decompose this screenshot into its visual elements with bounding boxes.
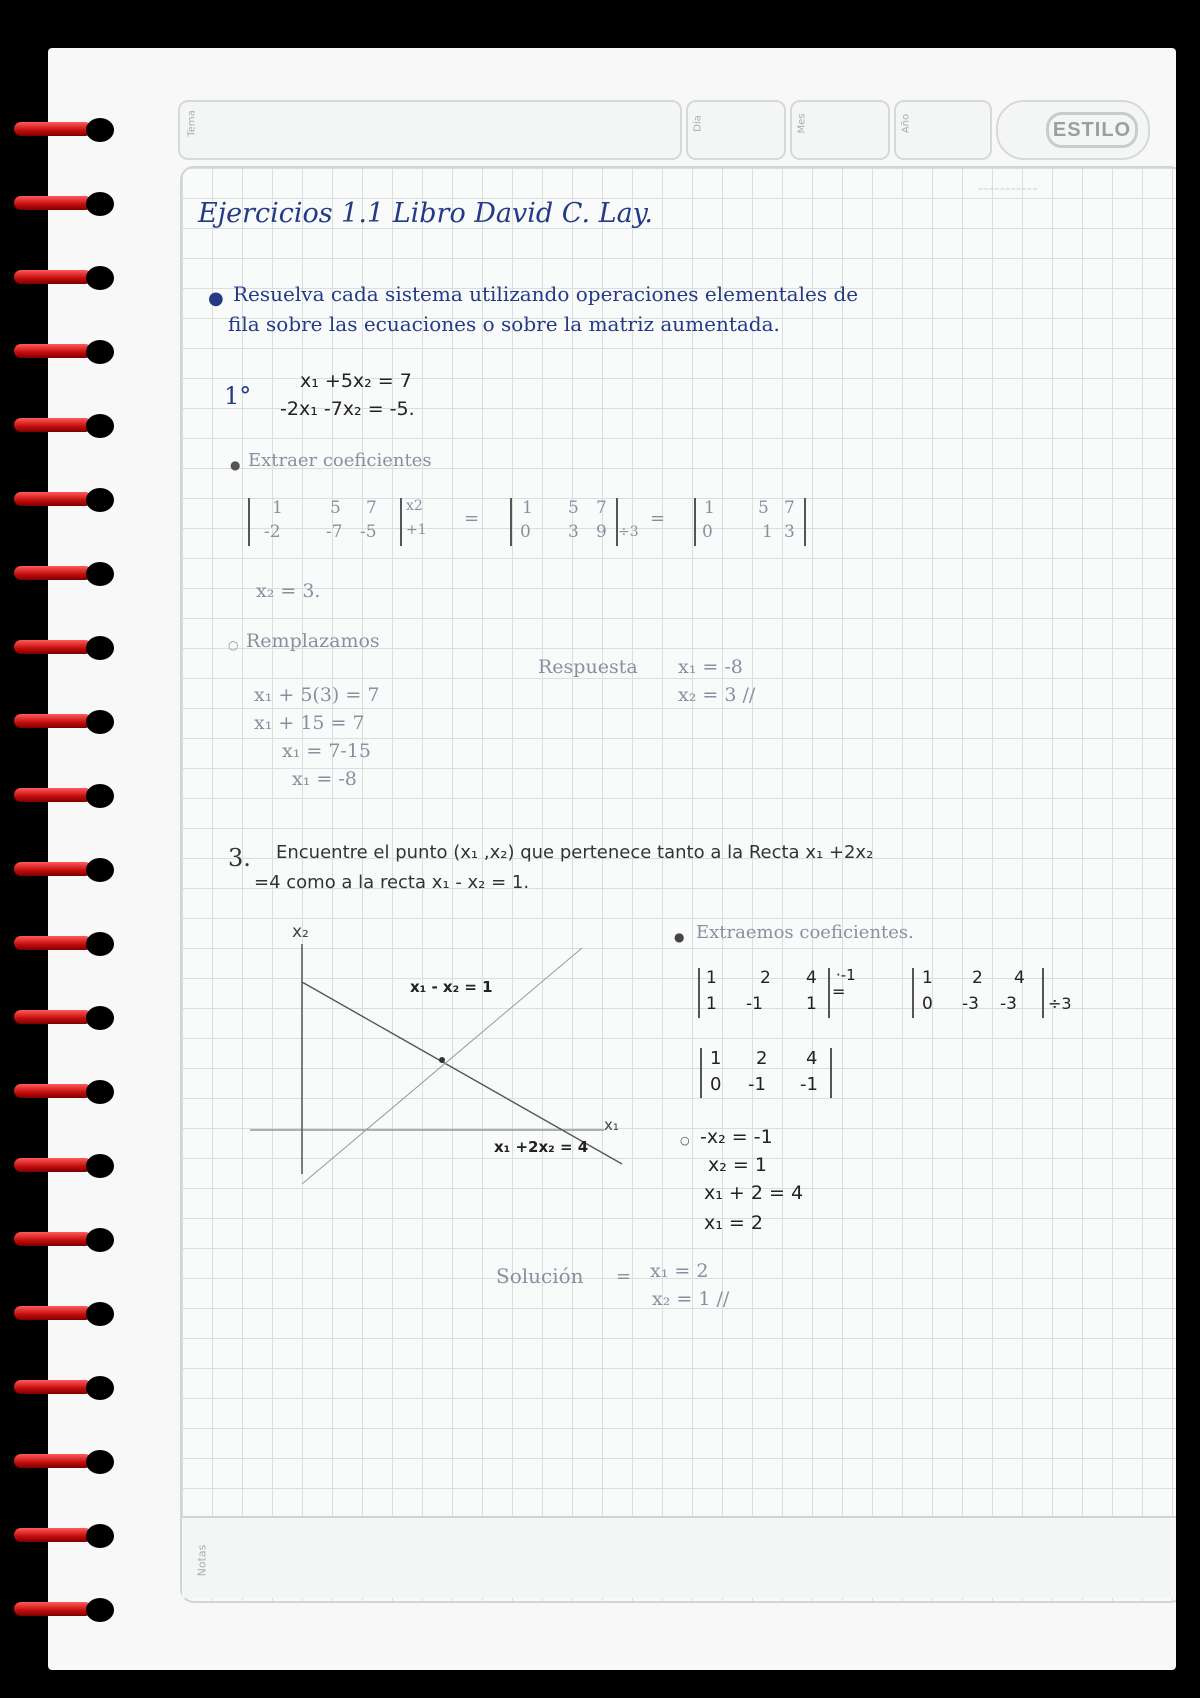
problem-1-matrix-2 bbox=[510, 498, 618, 546]
matrix-cell: -3 bbox=[1000, 994, 1017, 1014]
bleed-through-text: ----------- bbox=[978, 178, 1038, 197]
matrix-cell: 2 bbox=[756, 1048, 768, 1069]
line-x1-plus-2x2 bbox=[302, 982, 622, 1164]
problem-3-solution-label: Solución bbox=[496, 1264, 584, 1288]
row-operation: ÷3 bbox=[1048, 994, 1072, 1013]
spiral-ring bbox=[14, 784, 106, 806]
spiral-ring bbox=[14, 340, 106, 362]
problem-1-step: x₁ + 15 = 7 bbox=[254, 712, 365, 734]
matrix-cell: 7 bbox=[596, 498, 607, 518]
problem-3-step: x₁ + 2 = 4 bbox=[704, 1182, 804, 1204]
matrix-cell: 5 bbox=[568, 498, 579, 518]
matrix-cell: -2 bbox=[264, 522, 281, 542]
matrix-cell: 1 bbox=[806, 994, 817, 1014]
problem-1-matrix-3 bbox=[694, 498, 806, 546]
mes-label: Mes bbox=[796, 113, 808, 134]
spiral-ring bbox=[14, 1376, 106, 1398]
matrix-cell: 3 bbox=[568, 522, 579, 542]
matrix-cell: 0 bbox=[520, 522, 531, 542]
ano-field bbox=[894, 100, 992, 160]
spiral-ring bbox=[14, 932, 106, 954]
brand-box bbox=[996, 100, 1150, 160]
problem-3-matrix-1 bbox=[698, 968, 830, 1018]
spiral-ring bbox=[14, 1080, 106, 1102]
problem-1-step: x₁ = 7-15 bbox=[282, 740, 372, 762]
instruction-line-1: Resuelva cada sistema utilizando operaciones elementales de bbox=[233, 282, 859, 306]
matrix-cell: 5 bbox=[758, 498, 769, 518]
spiral-ring bbox=[14, 414, 106, 436]
row-operation: ÷3 bbox=[618, 524, 639, 540]
row-operation: +1 bbox=[406, 522, 427, 538]
matrix-cell: -3 bbox=[962, 994, 979, 1014]
row-operation: ·-1 bbox=[836, 966, 856, 984]
bullet-icon: ● bbox=[230, 458, 241, 472]
matrix-cell: 7 bbox=[366, 498, 377, 518]
matrix-cell: -7 bbox=[326, 522, 343, 542]
problem-1-answer-x2: x₂ = 3 // bbox=[678, 684, 756, 706]
matrix-cell: 9 bbox=[596, 522, 607, 542]
graph-x-axis-label: x₁ bbox=[604, 1116, 619, 1134]
bullet-icon: ○ bbox=[680, 1134, 690, 1147]
spiral-ring bbox=[14, 1154, 106, 1176]
matrix-cell: 1 bbox=[706, 994, 717, 1014]
graph-line-b-label: x₁ +2x₂ = 4 bbox=[494, 1138, 589, 1156]
graph-y-axis-label: x₂ bbox=[292, 922, 309, 942]
problem-1-step: x₁ = -8 bbox=[292, 768, 357, 790]
problem-1-equation-1: x₁ +5x₂ = 7 bbox=[300, 370, 412, 392]
spiral-ring bbox=[14, 1006, 106, 1028]
matrix-cell: 0 bbox=[702, 522, 713, 542]
spiral-ring bbox=[14, 266, 106, 288]
spiral-ring bbox=[14, 636, 106, 658]
equals-sign: = bbox=[464, 508, 480, 529]
ano-label: Año bbox=[900, 113, 912, 134]
matrix-cell: -1 bbox=[748, 1074, 766, 1095]
matrix-cell: 4 bbox=[806, 1048, 818, 1069]
problem-1-equation-2: -2x₁ -7x₂ = -5. bbox=[280, 398, 415, 420]
matrix-cell: 2 bbox=[972, 968, 983, 988]
intersection-point bbox=[439, 1057, 445, 1063]
spiral-ring bbox=[14, 562, 106, 584]
problem-3-step: -x₂ = -1 bbox=[700, 1126, 773, 1148]
matrix-cell: -1 bbox=[800, 1074, 818, 1095]
problem-1-x2-result: x₂ = 3. bbox=[256, 580, 321, 602]
spiral-ring bbox=[14, 1302, 106, 1324]
problem-1-step: x₁ + 5(3) = 7 bbox=[254, 684, 380, 706]
problem-3-matrix-3 bbox=[700, 1048, 832, 1098]
instruction-line-2: fila sobre las ecuaciones o sobre la matriz aumentada. bbox=[228, 312, 780, 336]
tema-field bbox=[178, 100, 682, 160]
matrix-cell: 1 bbox=[704, 498, 715, 518]
problem-1-answer-x1: x₁ = -8 bbox=[678, 656, 743, 678]
matrix-cell: 1 bbox=[710, 1048, 722, 1069]
matrix-cell: 1 bbox=[272, 498, 283, 518]
matrix-cell: 3 bbox=[784, 522, 795, 542]
spiral-ring bbox=[14, 488, 106, 510]
notebook-page bbox=[48, 48, 1176, 1670]
matrix-cell: 1 bbox=[706, 968, 717, 988]
matrix-cell: 1 bbox=[762, 522, 773, 542]
problem-3-solution-x2: x₂ = 1 // bbox=[652, 1288, 730, 1310]
matrix-cell: -1 bbox=[746, 994, 763, 1014]
spiral-ring bbox=[14, 192, 106, 214]
matrix-cell: -5 bbox=[360, 522, 377, 542]
equals-sign: = bbox=[650, 508, 666, 529]
bullet-icon: ● bbox=[208, 288, 224, 309]
problem-3-line-2: =4 como a la recta x₁ - x₂ = 1. bbox=[254, 872, 530, 893]
spiral-ring bbox=[14, 1524, 106, 1546]
problem-1-extract-label: Extraer coeficientes bbox=[248, 450, 432, 471]
spiral-ring bbox=[14, 1228, 106, 1250]
matrix-cell: 1 bbox=[522, 498, 533, 518]
matrix-cell: 0 bbox=[710, 1074, 722, 1095]
problem-1-answer-label: Respuesta bbox=[538, 656, 638, 678]
matrix-cell: 4 bbox=[1014, 968, 1025, 988]
problem-3-solution-x1: x₁ = 2 bbox=[650, 1260, 709, 1282]
matrix-cell: 2 bbox=[760, 968, 771, 988]
problem-3-graph bbox=[238, 928, 658, 1188]
spiral-binding bbox=[0, 0, 120, 1698]
mes-field bbox=[790, 100, 890, 160]
matrix-cell: 0 bbox=[922, 994, 933, 1014]
problem-1-replace-label: Remplazamos bbox=[246, 630, 380, 652]
matrix-cell: 1 bbox=[922, 968, 933, 988]
problem-3-solution-equals: = bbox=[616, 1266, 632, 1287]
spiral-ring bbox=[14, 858, 106, 880]
spiral-ring bbox=[14, 1598, 106, 1620]
dia-label: Día bbox=[692, 115, 704, 132]
problem-1-matrix-1 bbox=[248, 498, 427, 546]
problem-3-line-1: Encuentre el punto (x₁ ,x₂) que pertenece tanto a la Recta x₁ +2x₂ bbox=[276, 842, 874, 863]
problem-3-step: x₂ = 1 bbox=[708, 1154, 767, 1176]
notes-area bbox=[182, 1516, 1176, 1598]
spiral-ring bbox=[14, 118, 106, 140]
row-operation: x2 bbox=[406, 498, 423, 514]
dia-field bbox=[686, 100, 786, 160]
problem-3-matrix-2 bbox=[912, 968, 1044, 1018]
page-title: Ejercicios 1.1 Libro David C. Lay. bbox=[198, 198, 653, 229]
brand-logo: ESTILO bbox=[1046, 112, 1138, 148]
notas-label: Notas bbox=[195, 1544, 209, 1577]
matrix-cell: 4 bbox=[806, 968, 817, 988]
spiral-ring bbox=[14, 1450, 106, 1472]
problem-3-number: 3. bbox=[228, 844, 251, 872]
equals-sign: = bbox=[832, 982, 846, 1001]
matrix-cell: 5 bbox=[330, 498, 341, 518]
bullet-icon: ● bbox=[674, 930, 685, 944]
problem-3-extract-label: Extraemos coeficientes. bbox=[696, 922, 914, 943]
notebook-header bbox=[178, 100, 1152, 158]
bullet-icon: ○ bbox=[228, 638, 239, 652]
graph-line-a-label: x₁ - x₂ = 1 bbox=[410, 978, 493, 996]
problem-3-step: x₁ = 2 bbox=[704, 1212, 763, 1234]
matrix-cell: 7 bbox=[784, 498, 795, 518]
spiral-ring bbox=[14, 710, 106, 732]
problem-1-number: 1° bbox=[224, 382, 252, 410]
tema-label: Tema bbox=[186, 110, 198, 137]
